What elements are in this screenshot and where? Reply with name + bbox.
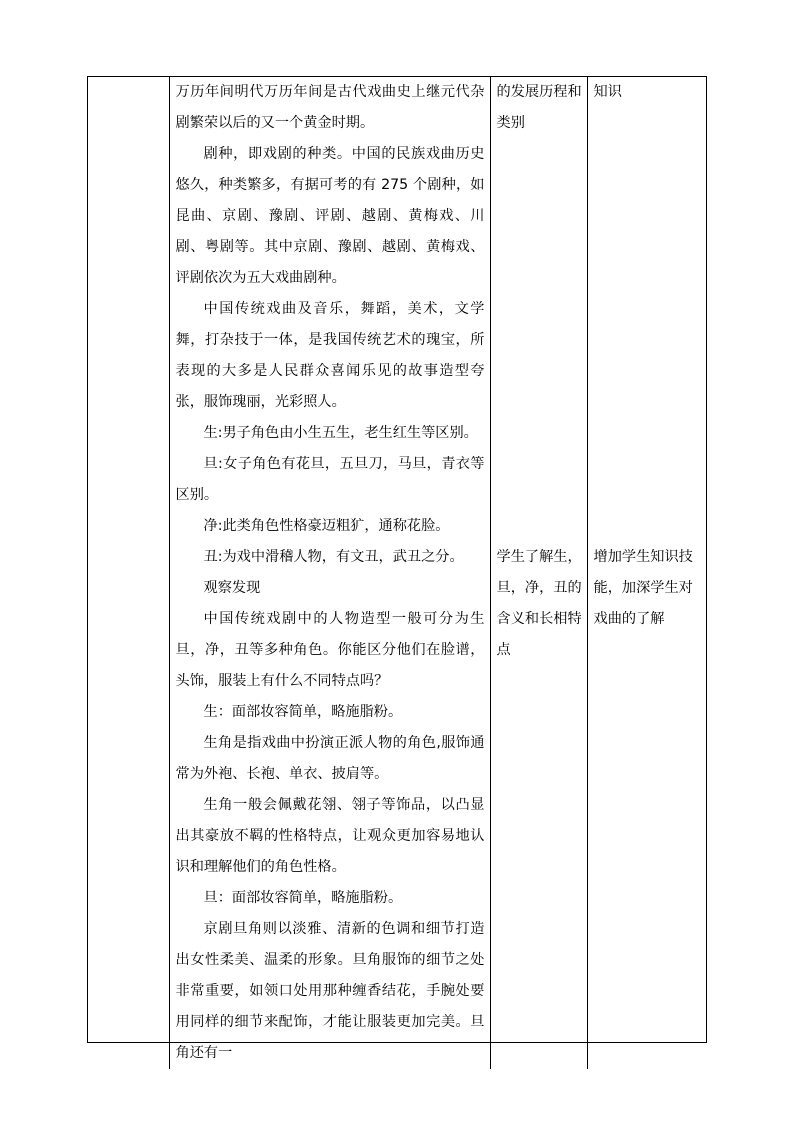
paragraph-observe-discover: 观察发现 (203, 580, 261, 596)
student-activity-cell (490, 77, 587, 1069)
note-skill-increase: 增加学生知识技能，加深学生对戏曲的了解 (593, 549, 693, 627)
paragraph-chou-role: 丑:为戏中滑稽人物，有文丑，武丑之分。 (203, 549, 464, 565)
paragraph-sheng-costume: 生角是指戏曲中扮演正派人物的角色,服饰通常为外袍、长袍、单衣、披肩等。 (175, 735, 485, 782)
paragraph-traditional-opera-arts: 中国传统戏曲及音乐，舞蹈，美术，文学舞，打杂技于一体，是我国传统艺术的瑰宝，所表现的大多是人民群众喜闻乐见的故事造型夸张，服饰瑰丽，光彩照人。 (175, 301, 485, 410)
paragraph-dan-role: 旦:女子角色有花旦，五旦刀，马旦，青衣等区别。 (175, 456, 485, 503)
paragraph-sheng-role: 生:男子角色由小生五生，老生红生等区别。 (203, 425, 478, 441)
empty-first-column-cell (88, 77, 169, 1069)
table-row (88, 77, 708, 1069)
lesson-table (88, 77, 708, 1069)
lesson-plan-table (87, 76, 707, 1061)
paragraph-sheng-makeup: 生：面部妆容简单，略施脂粉。 (203, 704, 403, 720)
design-intent-cell (587, 77, 708, 1069)
paragraph-jing-role: 净:此类角色性格豪迈粗犷，通称花脸。 (203, 518, 450, 534)
note-knowledge: 知识 (593, 84, 622, 100)
note-student-understanding: 学生了解生，旦，净，丑的含义和长相特点 (496, 549, 582, 658)
paragraph-opera-genres: 剧种，即戏剧的种类。中国的民族戏曲历史悠久，种类繁多，有据可考的有 275 个剧种，如昆曲、京剧、豫剧、评剧、越剧、黄梅戏、川剧、粤剧等。其中京剧、豫剧、越剧、黄梅戏、评剧依次为五大戏曲剧种。 (175, 146, 485, 286)
note-development-history: 的发展历程和类别 (496, 84, 582, 131)
teaching-content-cell (169, 77, 490, 1069)
paragraph-dan-costume: 京剧旦角则以淡雅、清新的色调和细节打造出女性柔美、温柔的形象。旦角服饰的细节之处非常重要，如领口处用那种缠香结花，手腕处要用同样的细节来配饰，才能让服装更加完美。旦角还有一 (175, 921, 485, 1061)
paragraph-wanli-period: 万历年间明代万历年间是古代戏曲史上继元代杂剧繁荣以后的又一个黄金时期。 (175, 84, 485, 131)
paragraph-dan-makeup: 旦：面部妆容简单，略施脂粉。 (203, 890, 403, 906)
paragraph-observe-question: 中国传统戏剧中的人物造型一般可分为生旦，净，丑等多种角色。你能区分他们在脸谱，头饰，服装上有什么不同特点吗？ (175, 611, 485, 689)
paragraph-sheng-accessories: 生角一般会佩戴花翎、翎子等饰品，以凸显出其豪放不羁的性格特点，让观众更加容易地认识和理解他们的角色性格。 (175, 797, 485, 875)
